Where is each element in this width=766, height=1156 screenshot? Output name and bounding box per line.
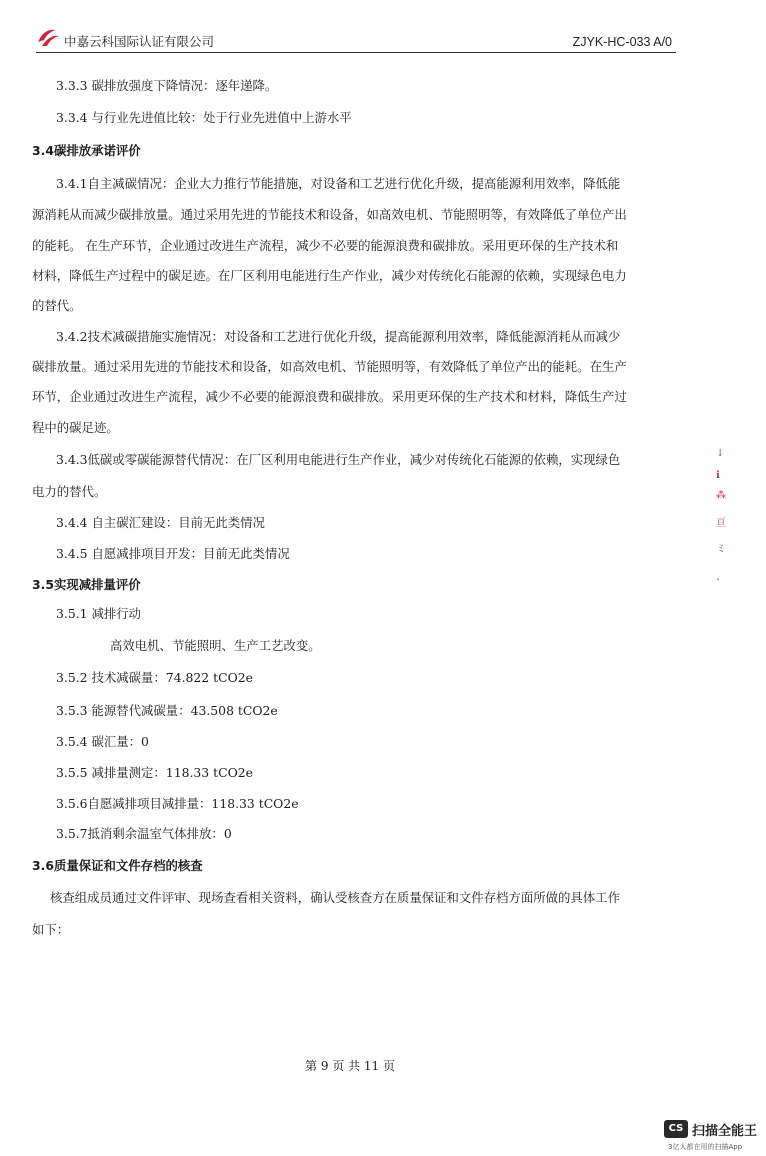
text-line: 3.4.2技术减碳措施实施情况：对设备和工艺进行优化升级，提高能源利用效率，降低能源消耗从而减少	[56, 329, 621, 344]
page-header	[36, 22, 676, 53]
text-line: 电力的替代。	[32, 484, 107, 499]
stamp-mark: ミ	[716, 544, 726, 555]
camscanner-logo-icon: CS	[664, 1120, 688, 1138]
section-heading: 3.5实现减排量评价	[32, 577, 141, 592]
text-line: 3.5.4 碳汇量：0	[56, 734, 149, 749]
text-line: 3.4.5 自愿减排项目开发：目前无此类情况	[56, 546, 290, 561]
text-line: 3.4.1自主减碳情况：企业大力推行节能措施，对设备和工艺进行优化升级，提高能源利用效率，降低能	[56, 176, 621, 191]
text-line: 环节，企业通过改进生产流程，减少不必要的能源浪费和碳排放。采用更环保的生产技术和材料，降低生产过	[32, 389, 627, 404]
document-number: ZJYK-HC-033 A/0	[572, 35, 672, 49]
text-line: 3.5.3 能源替代减碳量：43.508 tCO2e	[56, 703, 278, 718]
text-line: 3.5.1 减排行动	[56, 606, 142, 621]
stamp-mark: 、	[716, 572, 726, 583]
text-line: 的替代。	[32, 298, 82, 313]
stamp-mark: ↓	[716, 448, 725, 459]
stamp-mark: ⁂	[716, 490, 726, 501]
company-logo-icon	[36, 26, 60, 48]
text-line: 3.3.3 碳排放强度下降情况：逐年递降。	[56, 78, 278, 93]
text-line: 核查组成员通过文件评审、现场查看相关资料，确认受核查方在质量保证和文件存档方面所做的具体工作	[50, 890, 620, 905]
text-line: 材料，降低生产过程中的碳足迹。在厂区利用电能进行生产作业，减少对传统化石能源的依赖，实现绿色电力	[32, 268, 627, 283]
text-line: 碳排放量。通过采用先进的节能技术和设备，如高效电机、节能照明等，有效降低了单位产出的能耗。在生产	[32, 359, 627, 374]
text-line: 如下：	[32, 922, 70, 937]
section-heading: 3.4碳排放承诺评价	[32, 143, 141, 158]
section-heading: 3.6质量保证和文件存档的核查	[32, 858, 203, 873]
text-line: 3.4.4 自主碳汇建设：目前无此类情况	[56, 515, 265, 530]
text-line: 3.5.6自愿减排项目减排量：118.33 tCO2e	[56, 796, 299, 811]
text-line: 3.5.2 技术减碳量：74.822 tCO2e	[56, 670, 253, 685]
page-footer: 第 9 页 共 11 页	[305, 1059, 395, 1073]
text-line: 的能耗。 在生产环节，企业通过改进生产流程，减少不必要的能源浪费和碳排放。采用更环保的生产技术和	[32, 238, 619, 253]
stamp-mark: 亘	[716, 518, 726, 529]
company-name: 中嘉云科国际认证有限公司	[64, 34, 215, 49]
text-line: 3.4.3低碳或零碳能源替代情况：在厂区利用电能进行生产作业，减少对传统化石能源的依赖，实现绿色	[56, 452, 621, 467]
text-line: 3.5.7抵消剩余温室气体排放：0	[56, 826, 232, 841]
scanner-app-name: 扫描全能王	[692, 1124, 758, 1139]
scanner-tagline: 3亿人都在用的扫描App	[668, 1143, 743, 1151]
text-line: 3.5.5 减排量测定：118.33 tCO2e	[56, 765, 253, 780]
text-line: 程中的碳足迹。	[32, 420, 119, 435]
text-line: 高效电机、节能照明、生产工艺改变。	[110, 638, 321, 653]
text-line: 源消耗从而减少碳排放量。通过采用先进的节能技术和设备，如高效电机、节能照明等，有效降低了单位产出	[32, 207, 627, 222]
stamp-mark: ℹ	[716, 470, 720, 481]
text-line: 3.3.4 与行业先进值比较：处于行业先进值中上游水平	[56, 110, 352, 125]
